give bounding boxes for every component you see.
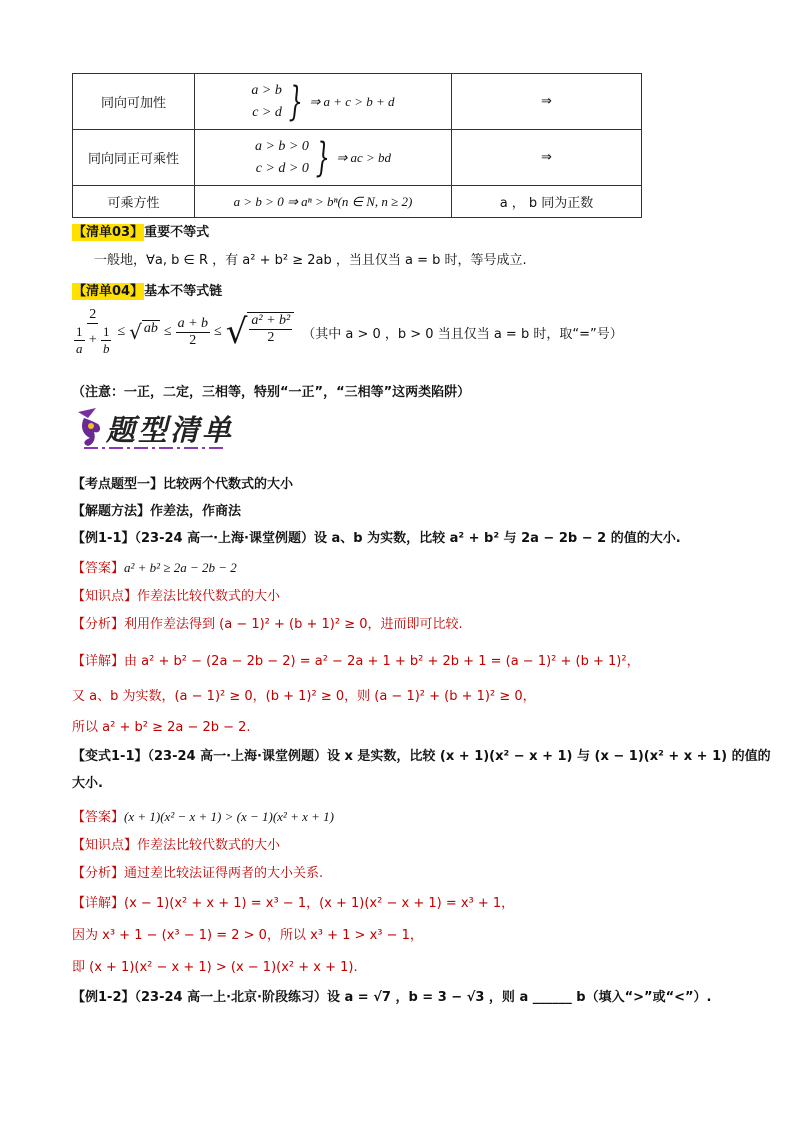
property-name: 同向同正可乘性 bbox=[73, 130, 195, 186]
quadratic-mean: √ $\frac{\text{a² + b²}}{2}$ bbox=[226, 312, 295, 352]
example-1-1-detail-2: 又 a、b 为实数，(a − 1)² ≥ 0，(b + 1)² ≥ 0，则 (a − 1)² + (b + 1)² ≥ 0， bbox=[72, 689, 536, 704]
list04-heading: 【清单04】基本不等式链 bbox=[73, 284, 223, 299]
example-1-1-detail: 【详解】由 a² + b² − (2a − 2b − 2) = a² − 2a + 1 + b² + 2b + 1 = (a − 1)² + (b + 1)²， bbox=[72, 654, 640, 669]
property-formula: a > b > 0 c > d > 0 } ⇒ ac > bd bbox=[195, 130, 452, 186]
property-formula: a > b c > d } ⇒ a + c > b + d bbox=[195, 74, 452, 130]
variant-1-1-answer: 【答案】(x + 1)(x² − x + 1) > (x − 1)(x² + x + 1) bbox=[72, 809, 334, 825]
table-row bbox=[73, 74, 642, 130]
example-1-1-analysis: 【分析】利用作差法得到 (a − 1)² + (b + 1)² ≥ 0，进而即可比较. bbox=[72, 617, 463, 632]
list03-body: 一般地，∀a, b ∈ R ，有 a² + b² ≥ 2ab ，当且仅当 a = b 时，等号成立. bbox=[94, 253, 527, 268]
variant-1-1-detail-3: 即 (x + 1)(x² − x + 1) > (x − 1)(x² + x + 1). bbox=[72, 960, 358, 975]
example-1-2-heading: 【例1-2】（23-24 高一上·北京·阶段练习）设 a = √7 ，b = 3 − √3 ，则 a ______ b（填入“>”或“<”）. bbox=[72, 990, 712, 1005]
table-row bbox=[73, 130, 642, 186]
inequality-chain: 2 $\frac{1}{a}$ + $\frac{1}{b}$ ≤ √ ab ≤ $\frac{a + b}{2}$ ≤ √ $\frac{\text{a² + b²}}{2}$ （其中 a > 0 ，b > 0 当且仅当 a = b 时，取“=”号） bbox=[72, 307, 623, 357]
inequality-properties-table bbox=[72, 73, 642, 218]
property-condition: ⇒ bbox=[452, 130, 642, 186]
property-name: 同向可加性 bbox=[73, 74, 195, 130]
example-1-1-knowledge: 【知识点】作差法比较代数式的大小 bbox=[72, 589, 281, 604]
list04-note: （注意：一正，二定，三相等，特别“一正”，“三相等”这两类陷阱） bbox=[72, 385, 471, 400]
example-1-1-detail-3: 所以 a² + b² ≥ 2a − 2b − 2. bbox=[72, 720, 251, 735]
example-1-1-heading: 【例1-1】（23-24 高一·上海·课堂例题）设 a、b 为实数，比较 a² + b² 与 2a − 2b − 2 的值的大小. bbox=[72, 531, 681, 546]
variant-1-1-heading-2: 大小. bbox=[72, 776, 103, 791]
section-logo bbox=[74, 404, 234, 454]
logo-text: 题型清单 bbox=[106, 413, 235, 447]
variant-1-1-heading: 【变式1-1】（23-24 高一·上海·课堂例题）设 x 是实数，比较 (x + 1)(x² − x + 1) 与 (x − 1)(x² + x + 1) 的值的 bbox=[72, 749, 771, 764]
variant-1-1-detail: 【详解】(x − 1)(x² + x + 1) = x³ − 1，(x + 1)(x² − x + 1) = x³ + 1， bbox=[72, 896, 515, 911]
property-condition: ⇒ bbox=[452, 74, 642, 130]
variant-1-1-detail-2: 因为 x³ + 1 − (x³ − 1) = 2 > 0，所以 x³ + 1 > x³ − 1， bbox=[72, 928, 423, 943]
table-row bbox=[73, 186, 642, 218]
property-condition: a ， b 同为正数 bbox=[452, 186, 642, 218]
property-formula: a > b > 0 ⇒ aⁿ > bⁿ(n ∈ N, n ≥ 2) bbox=[195, 186, 452, 218]
arithmetic-mean: $\frac{a + b}{2}$ bbox=[177, 315, 209, 348]
harmonic-mean: 2 $\frac{1}{a}$ + $\frac{1}{b}$ bbox=[76, 307, 110, 356]
property-name: 可乘方性 bbox=[73, 186, 195, 218]
geometric-mean: √ ab bbox=[129, 320, 158, 344]
variant-1-1-analysis: 【分析】通过差比较法证得两者的大小关系. bbox=[72, 866, 324, 881]
example-1-1-answer: 【答案】a² + b² ≥ 2a − 2b − 2 bbox=[72, 560, 237, 576]
list03-heading: 【清单03】重要不等式 bbox=[73, 225, 210, 240]
variant-1-1-knowledge: 【知识点】作差法比较代数式的大小 bbox=[72, 838, 281, 853]
section-method: 【解题方法】作差法，作商法 bbox=[72, 504, 242, 519]
section-title: 【考点题型一】比较两个代数式的大小 bbox=[72, 477, 294, 492]
